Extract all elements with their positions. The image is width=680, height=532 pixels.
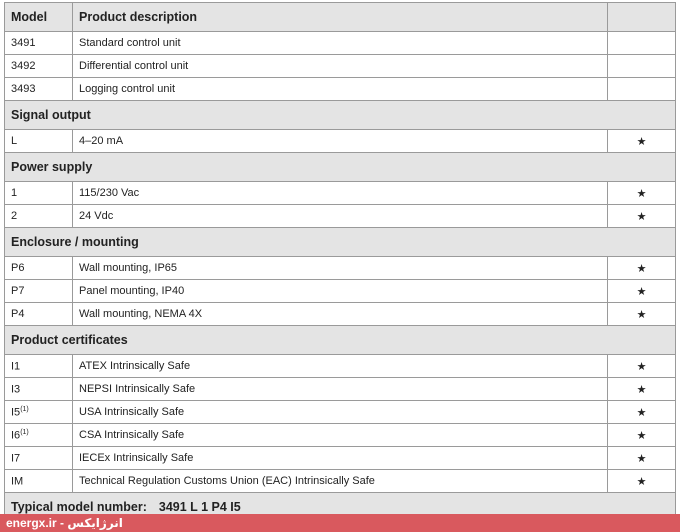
table-row [5,355,676,378]
model-column-header: Model [5,3,73,32]
option-code: L [5,130,73,153]
table-row [5,32,676,55]
footnote-marker: (1) [20,428,29,436]
table-row [5,378,676,401]
table-row [5,182,676,205]
option-description: 4–20 mA [73,130,608,153]
option-description: CSA Intrinsically Safe [73,424,608,447]
cert-code: I5 [11,406,21,419]
section-header-row [5,228,676,257]
model-code: 3493 [5,78,73,101]
option-code: P6 [5,257,73,280]
empty-cell [608,78,676,101]
option-code: 2 [5,205,73,228]
model-description: Standard control unit [73,32,608,55]
table-row [5,55,676,78]
watermark-text: energx.ir - انرژایکس [6,516,123,530]
option-code [5,355,73,378]
availability-star-icon: ★ [608,182,676,205]
header-empty-cell [608,3,676,32]
model-code: 3492 [5,55,73,78]
cert-code: I3 [11,383,21,396]
typical-model-number: 3491 L 1 P4 I5 [158,500,241,514]
table-row [5,257,676,280]
model-description: Differential control unit [73,55,608,78]
option-description: Wall mounting, NEMA 4X [73,303,608,326]
option-code: P7 [5,280,73,303]
description-column-header: Product description [73,3,608,32]
availability-star-icon: ★ [608,470,676,493]
table-row [5,130,676,153]
section-header-row [5,153,676,182]
option-description: USA Intrinsically Safe [73,401,608,424]
cert-code: I7 [11,452,21,465]
table-row [5,303,676,326]
option-description: IECEx Intrinsically Safe [73,447,608,470]
availability-star-icon: ★ [608,130,676,153]
empty-cell [608,32,676,55]
section-signal-output: Signal output [5,101,676,130]
cert-code: I6 [11,429,21,442]
option-description: Technical Regulation Customs Union (EAC) Intrinsically Safe [73,470,608,493]
option-description: 24 Vdc [73,205,608,228]
availability-star-icon: ★ [608,257,676,280]
availability-star-icon: ★ [608,401,676,424]
typical-model-label: Typical model number: [11,500,147,514]
section-header-row [5,326,676,355]
table-row [5,424,676,447]
availability-star-icon: ★ [608,447,676,470]
option-code [5,447,73,470]
option-description: Wall mounting, IP65 [73,257,608,280]
section-power-supply: Power supply [5,153,676,182]
availability-star-icon: ★ [608,378,676,401]
option-description: NEPSI Intrinsically Safe [73,378,608,401]
option-description: ATEX Intrinsically Safe [73,355,608,378]
section-certificates: Product certificates [5,326,676,355]
table-row [5,401,676,424]
option-code: 1 [5,182,73,205]
watermark-bar [0,514,680,532]
availability-star-icon: ★ [608,205,676,228]
table-row [5,205,676,228]
footnote-marker: (1) [20,405,29,413]
section-enclosure: Enclosure / mounting [5,228,676,257]
table-row [5,78,676,101]
option-code: P4 [5,303,73,326]
option-code [5,470,73,493]
empty-cell [608,55,676,78]
availability-star-icon: ★ [608,424,676,447]
cert-code: IM [11,475,24,488]
option-description: 115/230 Vac [73,182,608,205]
section-header-row [5,101,676,130]
option-description: Panel mounting, IP40 [73,280,608,303]
table-row [5,280,676,303]
option-code [5,424,73,447]
availability-star-icon: ★ [608,280,676,303]
model-code-table [4,2,676,522]
table-row [5,447,676,470]
model-code: 3491 [5,32,73,55]
model-description: Logging control unit [73,78,608,101]
option-code [5,378,73,401]
option-code [5,401,73,424]
availability-star-icon: ★ [608,303,676,326]
availability-star-icon: ★ [608,355,676,378]
table-header-row [5,3,676,32]
cert-code: I1 [11,360,21,373]
table-row [5,470,676,493]
